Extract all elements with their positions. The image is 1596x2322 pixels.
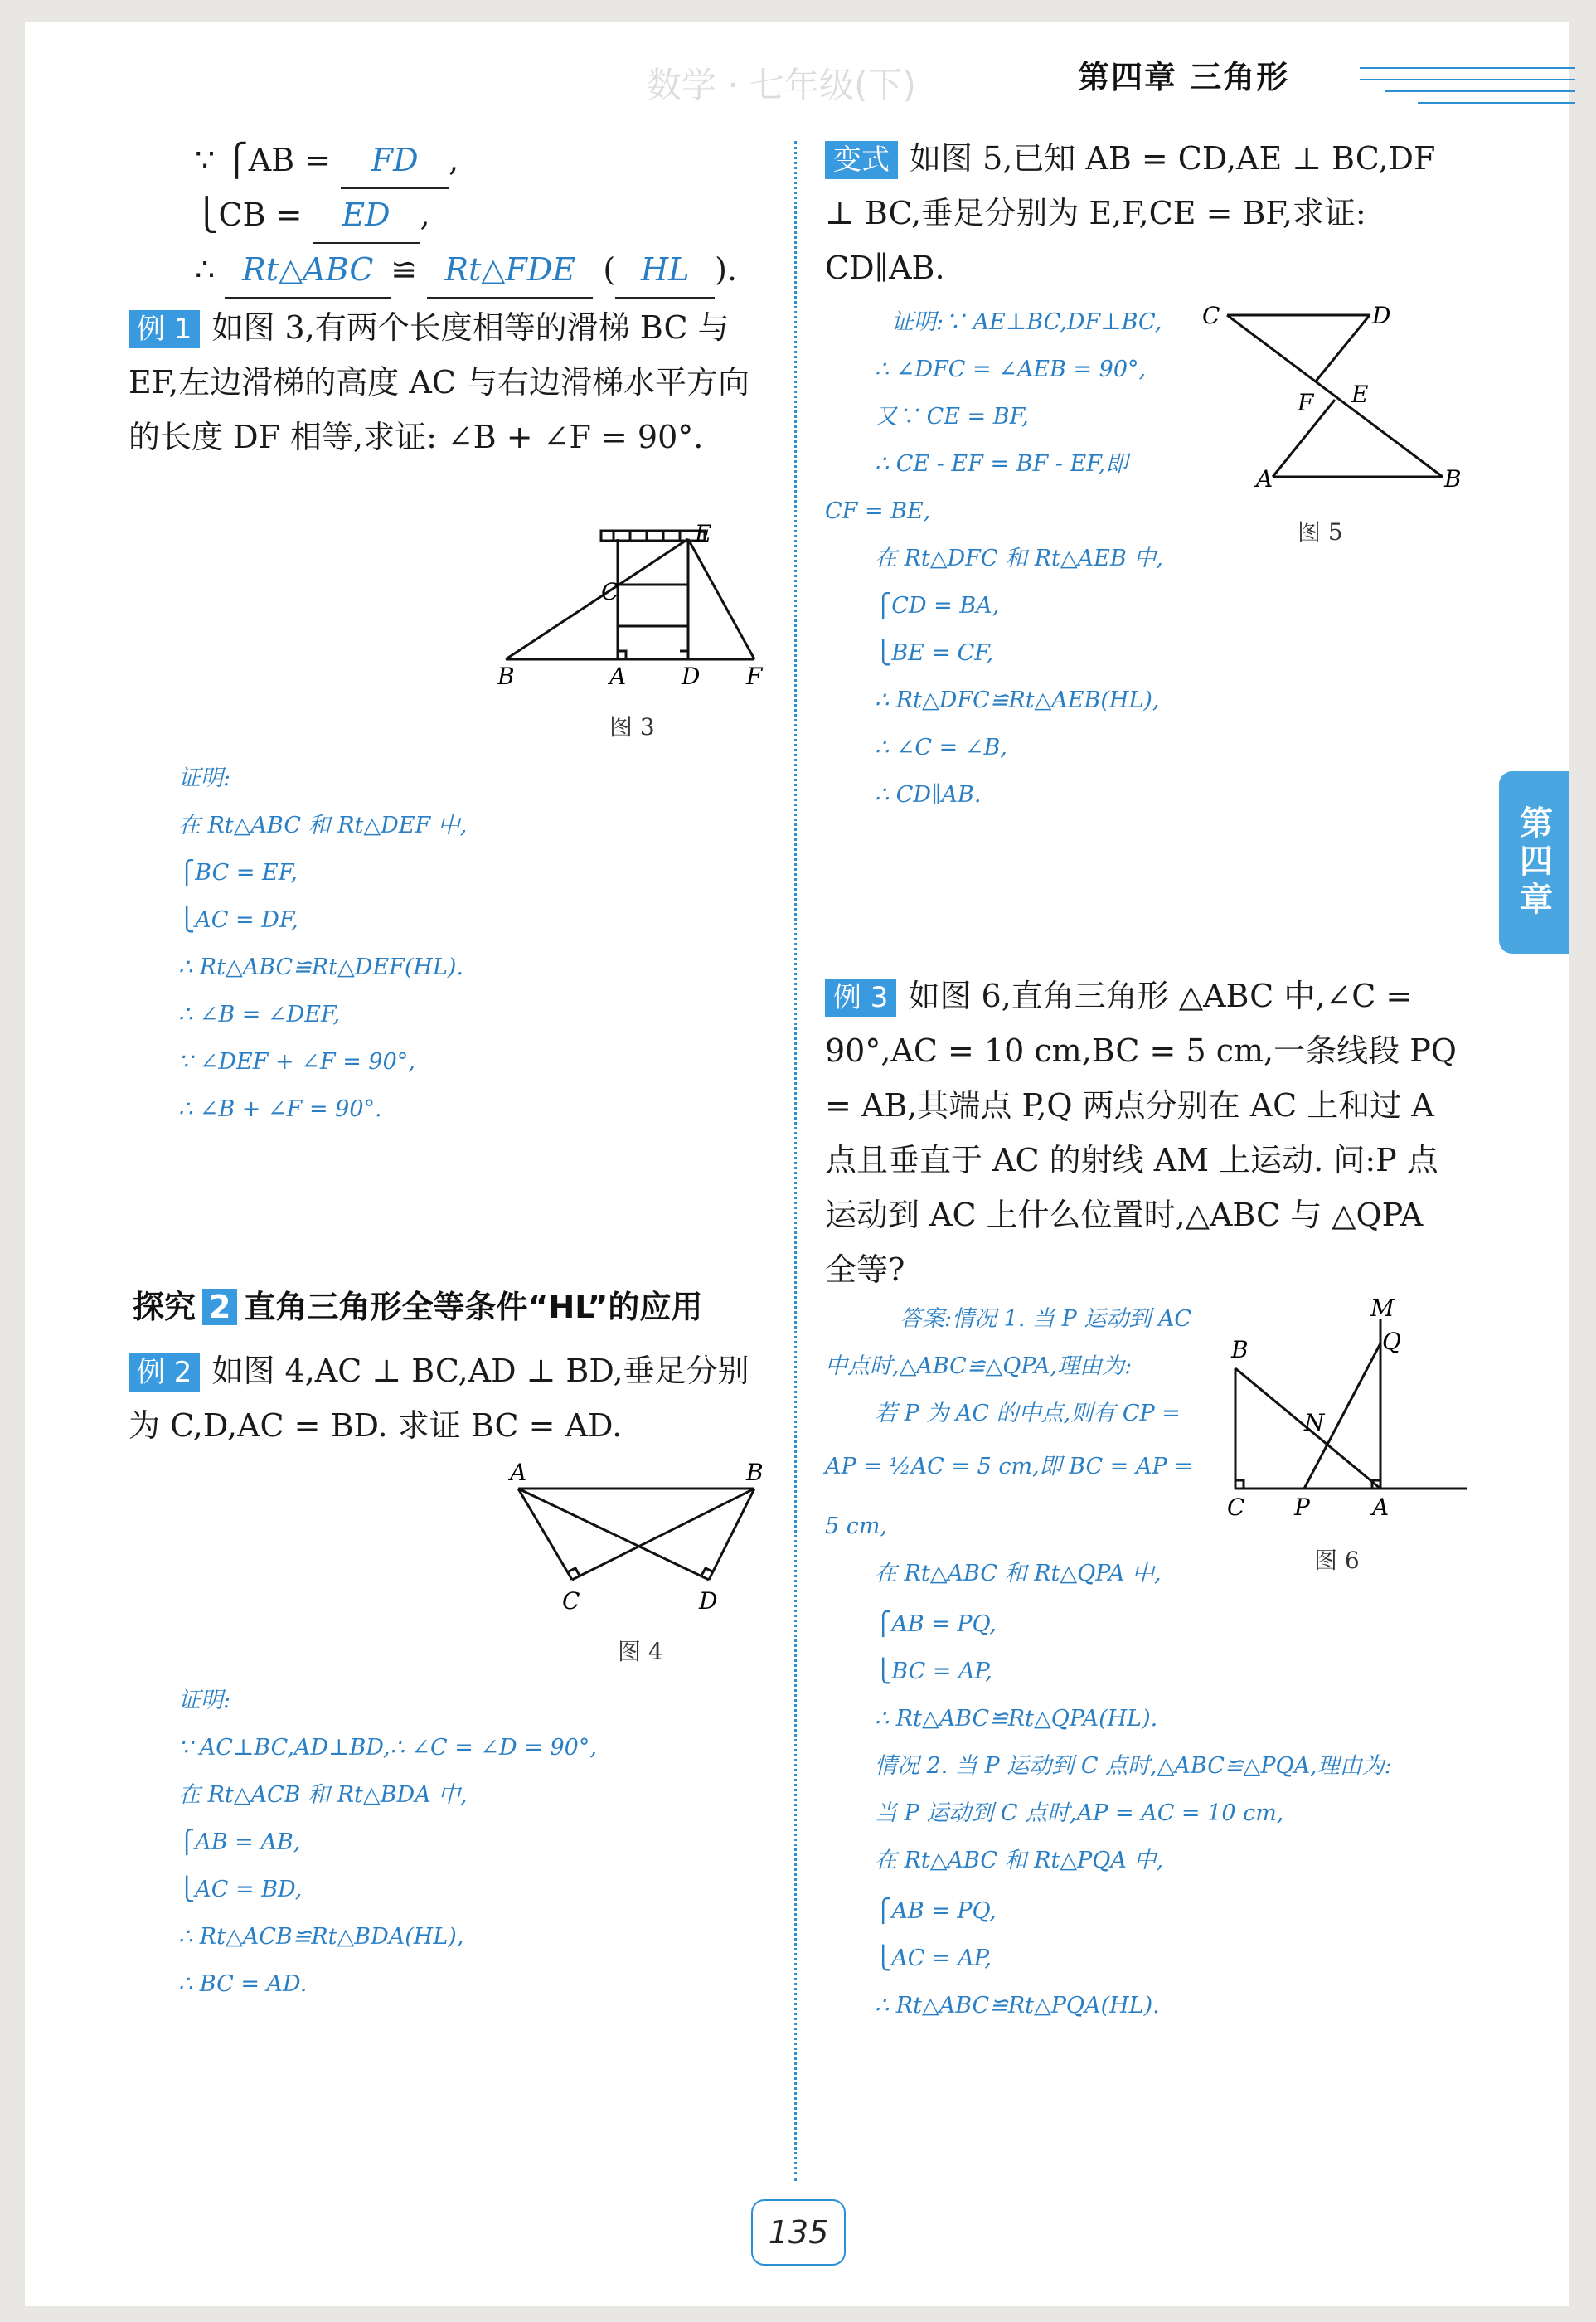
answer-line-14: ⎩AC = AP, [875,1946,992,1971]
proof-3-line-3: 又∵ CE = BF, [875,404,1029,430]
variant-tag: 变式 [825,141,898,179]
answer-line-13: ⎧AB = PQ, [875,1898,997,1924]
answer-line-6: 在 Rt△ABC 和 Rt△QPA 中, [875,1561,1162,1586]
fig4-label-b: B [746,1460,764,1486]
fig3-label-b: B [497,663,515,690]
proof-3-line-7: ⎧CD = BA, [875,593,1000,619]
fig6-label-q: Q [1382,1328,1401,1355]
fig6-label-m: M [1370,1298,1395,1322]
fill-blank-2: ED [313,187,420,244]
proof-1-line-1: 证明: [178,765,231,791]
fig6-label-c: C [1227,1494,1245,1521]
example-3-text: 如图 6,直角三角形 △ABC 中,∠C = 90°,AC = 10 cm,BC = 5 cm,一条线段 PQ = AB,其端点 P,Q 两点分别在 AC 上和过 A 点且垂直于 AC 的射线 AM 上运动. 问:P 点运动到 AC 上什么位置时,△ABC 与 △QPA 全等? [825,978,1457,1288]
answer-line-15: ∴ Rt△ABC≌Rt△PQA(HL). [875,1993,1160,2018]
answer-line-12: 在 Rt△ABC 和 Rt△PQA 中, [875,1848,1164,1873]
example-1-text: 如图 3,有两个长度相等的滑梯 BC 与 EF,左边滑梯的高度 AC 与右边滑梯水平方向的长度 DF 相等,求证: ∠B + ∠F = 90°. [129,309,749,455]
fig5-label-e: E [1351,381,1369,408]
proof-3-line-6: 在 Rt△DFC 和 Rt△AEB 中, [875,546,1163,571]
answer-line-3: 若 P 为 AC 的中点,则有 CP = [875,1401,1181,1426]
fig3-label-d: D [682,663,701,690]
proof-2-line-4: ⎧AB = AB, [178,1829,301,1855]
column-divider [794,141,797,2181]
proof-1-line-2: 在 Rt△ABC 和 Rt△DEF 中, [178,813,468,838]
proof-3-line-8: ⎩BE = CF, [875,640,994,666]
fig3-label-a: A [609,663,627,690]
proof-2-line-3: 在 Rt△ACB 和 Rt△BDA 中, [178,1782,468,1808]
example-1 [129,300,767,464]
example-2 [129,1343,767,1453]
fig4-label-a: A [510,1460,527,1486]
faded-header-text: 数学 · 七年级(下) [647,65,916,105]
fig3-label-f: F [746,663,763,690]
fig4-label-d: D [699,1587,718,1615]
example-3 [825,969,1463,1297]
figure-6-caption: 图 6 [1314,1547,1360,1574]
fill-blank-1: FD [341,133,449,189]
answer-line-10: 情况 2. 当 P 运动到 C 点时,△ABC≌△PQA,理由为: [875,1753,1392,1779]
fill-blank-4: Rt△FDE [427,242,593,299]
answer-line-4: AP = ½AC = 5 cm,即 BC = AP = [825,1454,1193,1479]
variant-problem [825,131,1463,295]
fig6-label-b: B [1231,1336,1249,1363]
fig5-label-a: A [1256,465,1273,493]
figure-4-caption: 图 4 [618,1638,663,1665]
answer-line-8: ⎩BC = AP, [875,1659,992,1684]
figure-4 [497,1460,779,1617]
proof-3-line-9: ∴ Rt△DFC≌Rt△AEB(HL), [875,687,1160,713]
fig5-label-f: F [1298,389,1314,416]
fill-blank-5: HL [615,242,715,299]
section-2-title: 探究 2 直角三角形全等条件“HL”的应用 [133,1289,703,1325]
page-number: 135 [751,2199,846,2266]
proof-1-line-5: ∴ Rt△ABC≌Rt△DEF(HL). [178,955,463,980]
proof-3-line-11: ∴ CD∥AB. [875,782,982,808]
proof-1-line-6: ∴ ∠B = ∠DEF, [178,1002,341,1027]
proof-1-line-3: ⎧BC = EF, [178,860,298,886]
proof-1-line-8: ∴ ∠B + ∠F = 90°. [178,1096,382,1122]
proof-2-line-1: 证明: [178,1688,231,1713]
fig6-label-p: P [1294,1494,1310,1521]
figure-5-caption: 图 5 [1298,518,1343,546]
proof-2-line-2: ∵ AC⊥BC,AD⊥BD,∴ ∠C = ∠D = 90°, [178,1735,597,1761]
answer-line-7: ⎧AB = PQ, [875,1611,997,1637]
fig4-label-c: C [562,1587,580,1615]
proof-3-line-5: CF = BE, [825,498,931,524]
equation-line-2: ⎩CB = ED , [195,187,430,244]
answer-line-5: 5 cm, [825,1513,888,1539]
figure-6 [1223,1298,1476,1530]
answer-line-2: 中点时,△ABC≌△QPA,理由为: [825,1353,1133,1379]
fig3-label-c: C [601,578,619,605]
figure-3-caption: 图 3 [609,713,655,741]
example-2-tag: 例 2 [129,1353,200,1392]
figure-5 [1194,294,1467,502]
proof-1-line-7: ∵ ∠DEF + ∠F = 90°, [178,1049,415,1075]
fig6-label-a: A [1372,1494,1390,1521]
proof-3-line-2: ∴ ∠DFC = ∠AEB = 90°, [875,357,1147,382]
example-2-text: 如图 4,AC ⊥ BC,AD ⊥ BD,垂足分别为 C,D,AC = BD. 求证 BC = AD. [129,1353,749,1444]
chapter-header: 第四章 三角形 [1078,59,1290,95]
proof-2-line-5: ⎩AC = BD, [178,1877,303,1902]
proof-3-line-10: ∴ ∠C = ∠B, [875,735,1007,760]
equation-line-1: ∵ ⎧AB = FD , [195,133,458,189]
fig5-label-d: D [1372,302,1391,329]
fig3-label-e: E [695,520,712,547]
equation-line-3: ∴ Rt△ABC ≌ Rt△FDE ( HL ). [195,242,737,299]
answer-line-9: ∴ Rt△ABC≌Rt△QPA(HL). [875,1706,1158,1732]
figure-3 [489,518,771,692]
header-decoration [1360,60,1575,109]
proof-3-line-1: 证明:∵ AE⊥BC,DF⊥BC, [891,309,1162,335]
proof-2-line-6: ∴ Rt△ACB≌Rt△BDA(HL), [178,1924,464,1950]
variant-text: 如图 5,已知 AB = CD,AE ⊥ BC,DF ⊥ BC,垂足分别为 E,F,CE = BF,求证: CD∥AB. [825,140,1436,286]
example-1-tag: 例 1 [129,310,200,348]
fig6-label-n: N [1304,1409,1325,1436]
proof-2-line-7: ∴ BC = AD. [178,1971,308,1997]
fill-blank-3: Rt△ABC [225,242,391,299]
fig5-label-c: C [1202,302,1220,329]
fig5-label-b: B [1444,465,1462,493]
proof-1-line-4: ⎩AC = DF, [178,907,298,933]
example-3-tag: 例 3 [825,979,896,1017]
chapter-side-tab[interactable]: 第四章 [1499,771,1569,954]
answer-line-11: 当 P 运动到 C 点时,AP = AC = 10 cm, [875,1800,1284,1826]
proof-3-line-4: ∴ CE - EF = BF - EF,即 [875,451,1128,477]
answer-line-1: 答案:情况 1. 当 P 运动到 AC [900,1306,1192,1332]
